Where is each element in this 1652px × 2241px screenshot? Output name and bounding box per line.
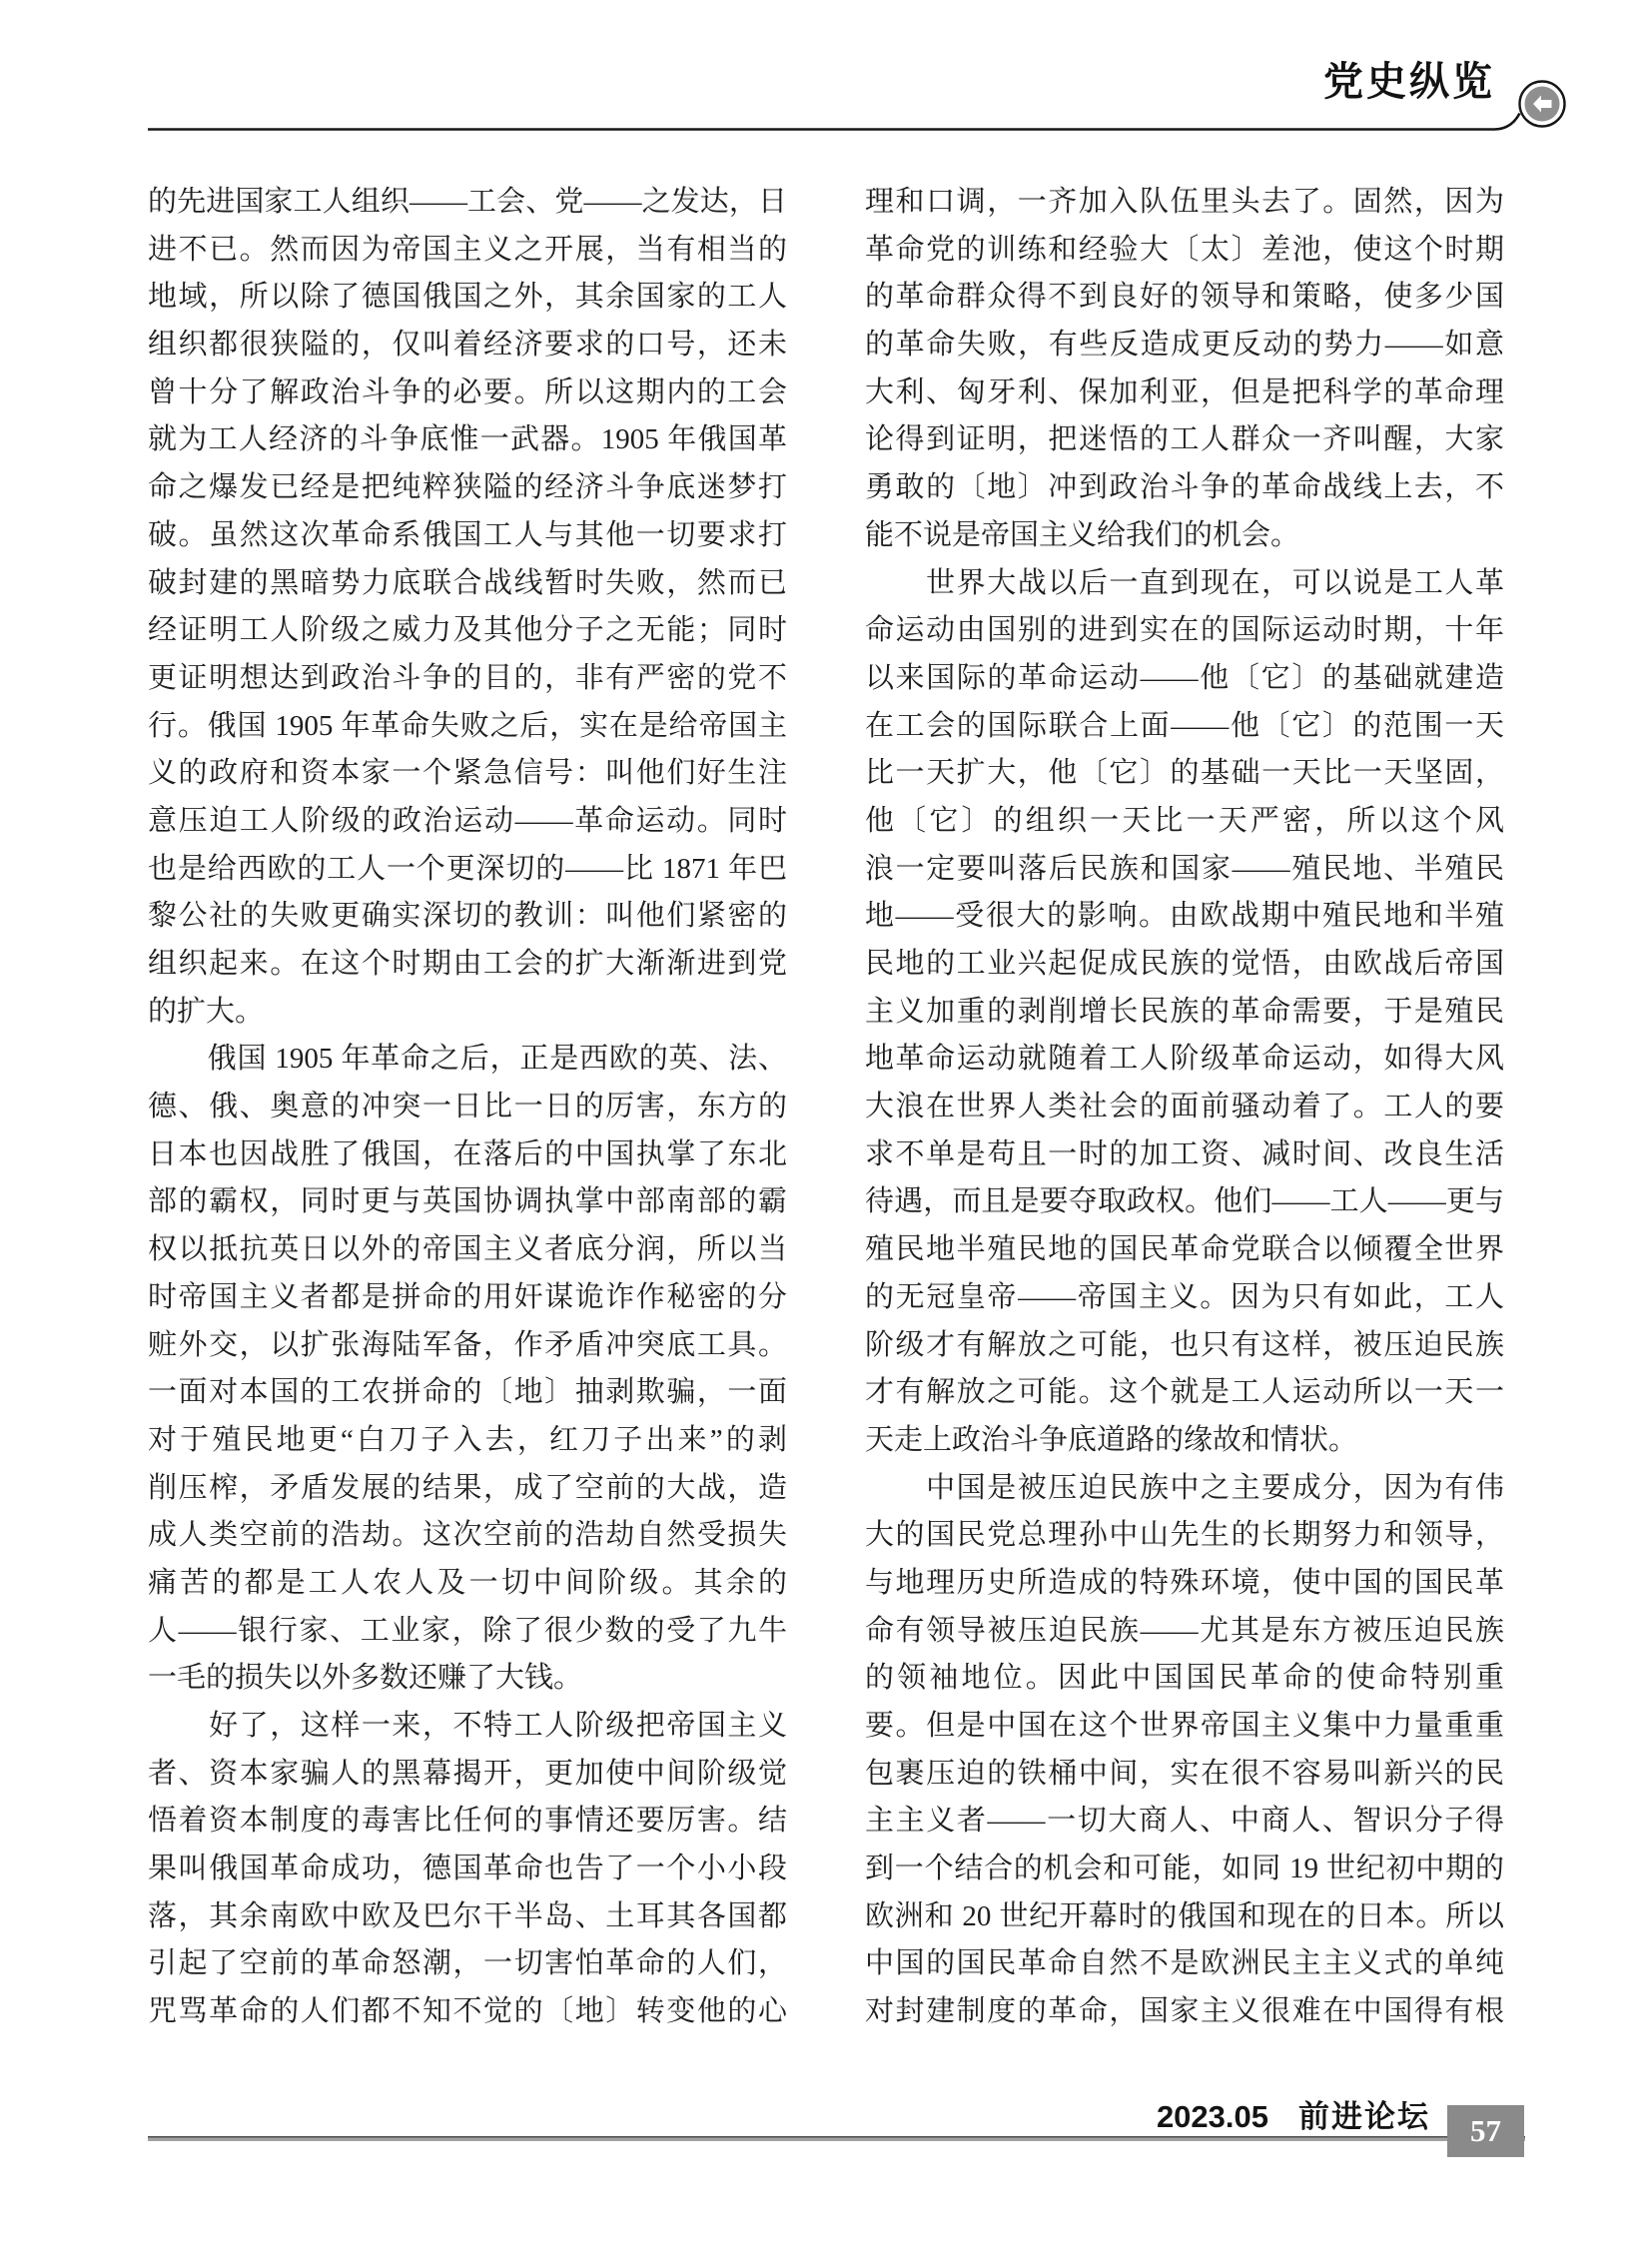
text-line: 权以抵抗英日以外的帝国主义者底分润，所以当 [148, 1233, 787, 1266]
text-line: 意压迫工人阶级的政治运动——革命运动。同时 [148, 804, 787, 837]
back-arrow-icon [1520, 82, 1565, 127]
text-line: 更证明想达到政治斗争的目的，非有严密的党不 [148, 661, 787, 694]
text-line: 者、资本家骗人的黑幕揭开，更加使中间阶级觉 [148, 1757, 787, 1790]
text-line: 的无冠皇帝——帝国主义。因为只有如此，工人 [865, 1280, 1504, 1313]
text-line: 俄国 1905 年革命之后，正是西欧的英、法、 [148, 1043, 787, 1076]
text-line: 曾十分了解政治斗争的必要。所以这期内的工会 [148, 375, 787, 408]
text-line: 命有领导被压迫民族——尤其是东方被压迫民族 [865, 1614, 1504, 1647]
text-line: 比一天扩大，他〔它〕的基础一天比一天坚固， [865, 757, 1504, 790]
text-line: 对封建制度的革命，国家主义很难在中国得有根 [865, 1995, 1504, 2028]
text-line: 理和口调，一齐加入队伍里头去了。固然，因为 [865, 186, 1504, 218]
text-line: 好了，这样一来，不特工人阶级把帝国主义 [148, 1710, 787, 1742]
text-line: 大的国民党总理孙中山先生的长期努力和领导， [865, 1519, 1504, 1552]
text-column-left [148, 179, 787, 2036]
text-line: 才有解放之可能。这个就是工人运动所以一天一 [865, 1376, 1504, 1409]
text-line: 大利、匈牙利、保加利亚，但是把科学的革命理 [865, 375, 1504, 408]
text-line: 削压榨，矛盾发展的结果，成了空前的大战，造 [148, 1471, 787, 1504]
text-line: 欧洲和 20 世纪开幕时的俄国和现在的日本。所以 [865, 1899, 1504, 1932]
text-line: 命运动由国别的进到实在的国际运动时期，十年 [865, 614, 1504, 647]
text-line: 组织都很狭隘的，仅叫着经济要求的口号，还未 [148, 329, 787, 362]
text-line: 破。虽然这次革命系俄国工人与其他一切要求打 [148, 518, 787, 551]
text-line: 赃外交，以扩张海陆军备，作矛盾冲突底工具。 [148, 1328, 787, 1361]
text-line: 论得到证明，把迷悟的工人群众一齐叫醒，大家 [865, 423, 1504, 456]
text-line: 日本也因战胜了俄国，在落后的中国执掌了东北 [148, 1137, 787, 1170]
text-line: 中国是被压迫民族中之主要成分，因为有伟 [865, 1471, 1504, 1504]
text-line: 的扩大。 [148, 995, 265, 1028]
text-line: 包裹压迫的铁桶中间，实在很不容易叫新兴的民 [865, 1757, 1504, 1790]
page-number-badge [1447, 2105, 1524, 2157]
text-line: 的革命群众得不到良好的领导和策略，使多少国 [865, 281, 1504, 314]
text-line: 世界大战以后一直到现在，可以说是工人革 [865, 566, 1504, 599]
text-line: 引起了空前的革命怒潮，一切害怕革命的人们， [148, 1947, 787, 1980]
text-line: 咒骂革命的人们都不知不觉的〔地〕转变他的心 [148, 1995, 787, 2028]
text-line: 要。但是中国在这个世界帝国主义集中力量重重 [865, 1710, 1504, 1742]
text-line: 大浪在世界人类社会的面前骚动着了。工人的要 [865, 1091, 1504, 1123]
text-line: 一面对本国的工农拼命的〔地〕抽剥欺骗，一面 [148, 1376, 787, 1409]
text-line: 殖民地半殖民地的国民革命党联合以倾覆全世界 [865, 1233, 1504, 1266]
text-line: 行。俄国 1905 年革命失败之后，实在是给帝国主 [148, 709, 787, 742]
text-line: 的先进国家工人组织——工会、党——之发达，日 [148, 186, 787, 218]
page-number: 57 [1470, 2113, 1501, 2148]
text-line: 到一个结合的机会和可能，如同 19 世纪初中期的 [865, 1853, 1504, 1885]
text-line: 以来国际的革命运动——他〔它〕的基础就建造 [865, 661, 1504, 694]
text-line: 一毛的损失以外多数还赚了大钱。 [148, 1662, 583, 1695]
text-line: 勇敢的〔地〕冲到政治斗争的革命战线上去，不 [865, 471, 1504, 504]
text-line: 民地的工业兴起促成民族的觉悟，由欧战后帝国 [865, 948, 1504, 980]
text-line: 落，其余南欧中欧及巴尔干半岛、土耳其各国都 [148, 1899, 787, 1932]
text-line: 对于殖民地更“白刀子入去，红刀子出来”的剥 [148, 1423, 787, 1456]
text-line: 成人类空前的浩劫。这次空前的浩劫自然受损失 [148, 1519, 787, 1552]
text-line: 组织起来。在这个时期由工会的扩大渐渐进到党 [148, 948, 787, 980]
text-line: 部的霸权，同时更与英国协调执掌中部南部的霸 [148, 1185, 787, 1218]
text-line: 破封建的黑暗势力底联合战线暂时失败，然而已 [148, 566, 787, 599]
text-line: 地革命运动就随着工人阶级革命运动，如得大风 [865, 1043, 1504, 1076]
text-line: 就为工人经济的斗争底惟一武器。1905 年俄国革 [148, 423, 787, 456]
text-line: 浪一定要叫落后民族和国家——殖民地、半殖民 [865, 852, 1504, 885]
text-line: 也是给西欧的工人一个更深切的——比 1871 年巴 [148, 852, 787, 885]
issue-date: 2023.05 [1156, 2099, 1268, 2134]
text-line: 天走上政治斗争底道路的缘故和情状。 [865, 1423, 1358, 1456]
journal-name: 前进论坛 [1298, 2099, 1430, 2134]
section-title: 党史纵览 [1323, 60, 1495, 104]
text-line: 时帝国主义者都是拼命的用奸谋诡诈作秘密的分 [148, 1280, 787, 1313]
text-line: 地域，所以除了德国俄国之外，其余国家的工人 [148, 281, 787, 314]
text-line: 悟着资本制度的毒害比任何的事情还要厉害。结 [148, 1805, 787, 1838]
text-line: 经证明工人阶级之威力及其他分子之无能；同时 [148, 614, 787, 647]
text-column-right [865, 179, 1504, 2036]
text-line: 他〔它〕的组织一天比一天严密，所以这个风 [865, 804, 1504, 837]
text-line: 待遇，而且是要夺取政权。他们——工人——更与 [865, 1185, 1504, 1218]
text-line: 命之爆发已经是把纯粹狭隘的经济斗争底迷梦打 [148, 471, 787, 504]
text-line: 与地理历史所造成的特殊环境，使中国的国民革 [865, 1566, 1504, 1599]
header-rule [0, 0, 1652, 170]
footer-text [1157, 2097, 1430, 2137]
text-line: 人——银行家、工业家，除了很少数的受了九牛 [148, 1614, 787, 1647]
text-line: 阶级才有解放之可能，也只有这样，被压迫民族 [865, 1328, 1504, 1361]
text-line: 求不单是苟且一时的加工资、减时间、改良生活 [865, 1137, 1504, 1170]
text-line: 果叫俄国革命成功，德国革命也告了一个小小段 [148, 1853, 787, 1885]
text-line: 痛苦的都是工人农人及一切中间阶级。其余的 [148, 1566, 787, 1599]
text-line: 义的政府和资本家一个紧急信号：叫他们好生注 [148, 757, 787, 790]
text-line: 的领袖地位。因此中国国民革命的使命特别重 [865, 1662, 1504, 1695]
text-line: 在工会的国际联合上面——他〔它〕的范围一天 [865, 709, 1504, 742]
text-line: 革命党的训练和经验大〔太〕差池，使这个时期 [865, 233, 1504, 266]
text-line: 地——受很大的影响。由欧战期中殖民地和半殖 [865, 900, 1504, 933]
text-line: 能不说是帝国主义给我们的机会。 [865, 518, 1300, 551]
text-line: 的革命失败，有些反造成更反动的势力——如意 [865, 329, 1504, 362]
text-line: 进不已。然而因为帝国主义之开展，当有相当的 [148, 233, 787, 266]
text-line: 主主义者——一切大商人、中商人、智识分子得 [865, 1805, 1504, 1838]
text-line: 主义加重的剥削增长民族的革命需要，于是殖民 [865, 995, 1504, 1028]
text-line: 中国的国民革命自然不是欧洲民主主义式的单纯 [865, 1947, 1504, 1980]
text-line: 德、俄、奥意的冲突一日比一日的厉害，东方的 [148, 1091, 787, 1123]
text-line: 黎公社的失败更确实深切的教训：叫他们紧密的 [148, 900, 787, 933]
